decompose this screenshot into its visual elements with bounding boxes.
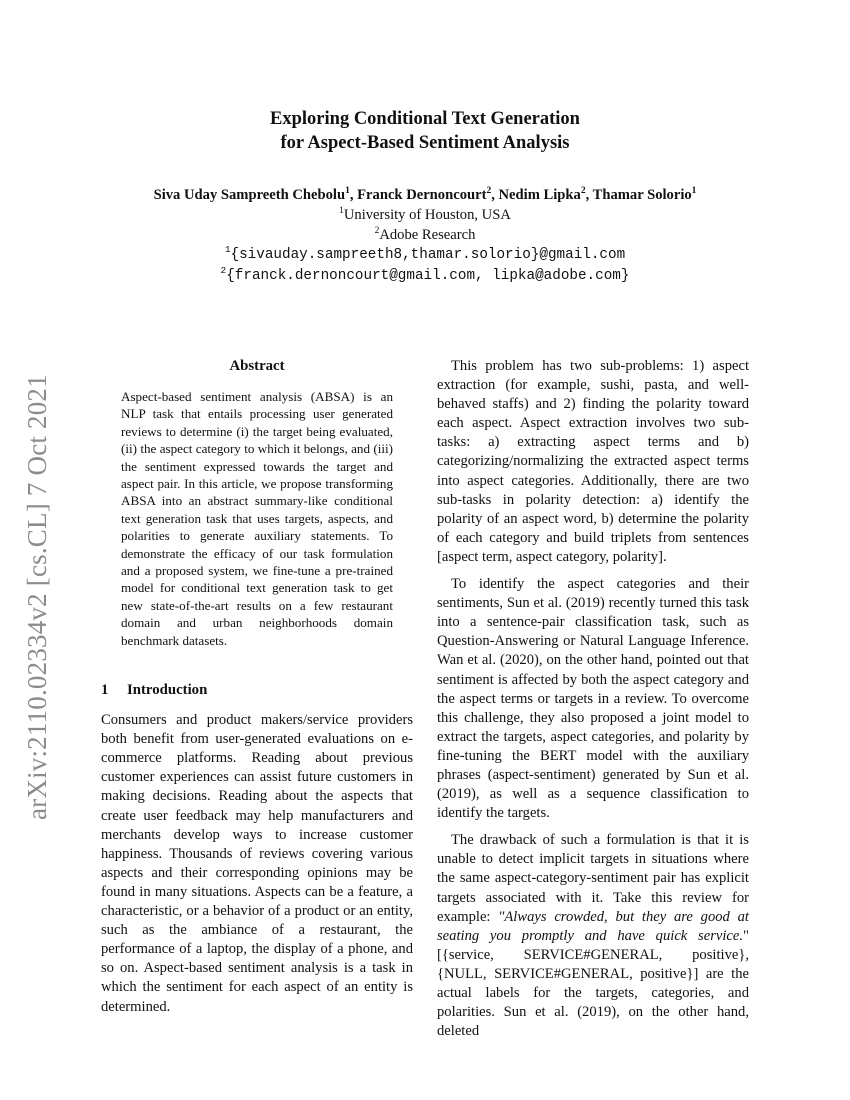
author-affiliation-mark: 2 bbox=[486, 186, 492, 196]
affiliation bbox=[100, 225, 750, 245]
section-heading-introduction bbox=[101, 680, 413, 700]
section-title: Introduction bbox=[127, 682, 208, 699]
paragraph-text: The drawback of such a formulation is that it is unable to detect implicit targets in situations where the same aspect-category-sentiment pair has explicit targets associated with it. Take this review for example: bbox=[437, 832, 749, 925]
title-line-1: Exploring Conditional Text Generation bbox=[270, 109, 580, 129]
title-block bbox=[100, 107, 750, 287]
abstract-heading: Abstract bbox=[229, 358, 285, 374]
intro-paragraph: Consumers and product makers/service providers both benefit from user-generated evaluations on e-commerce platforms. Reading about previous customer experiences can assist future customers in making decisions. Reading about the aspects that create user feedback may help manufacturers and merchants develop ways to increase customer happiness. Thousands of reviews covering various aspects and their corresponding opinions may be found in many situations. Aspects can be a feature, a characteristic, or a behavior of a product or an entity, such as the ambiance of a restaurant, the performance of a laptop, the display of a phone, and so on. Aspect-based sentiment analysis is a task in which the sentiment for each aspect of an entity is determined. bbox=[101, 712, 413, 1015]
body-paragraph: This problem has two sub-problems: 1) aspect extraction (for example, sushi, pasta, and well-behaved staffs) and 2) finding the polarity toward each aspect. Aspect extraction involves two sub-tasks: a) extracting aspect terms and b) categorizing/normalizing the extracted aspect terms into aspect categories. Additionally, there are two sub-tasks in polarity detection: a) identify the polarity of an aspect word, b) determine the polarity of each category and build triplets from sentences [aspect term, aspect category, polarity]. bbox=[437, 358, 749, 565]
paragraph-text: " [{service, SERVICE#GENERAL, positive}, {NULL, SERVICE#GENERAL, positive}] are the actual labels for the targets, categories, and polarities. Sun et al. (2019), on the other hand, deleted bbox=[437, 927, 749, 1040]
section-number: 1 bbox=[101, 682, 109, 699]
arxiv-identifier-stamp: arXiv:2110.02334v2 [cs.CL] 7 Oct 2021 bbox=[22, 374, 52, 820]
email-text: {franck.dernoncourt@gmail.com, lipka@adobe.com} bbox=[226, 268, 630, 284]
author-name: Thamar Solorio bbox=[592, 187, 692, 203]
affiliation-mark: 2 bbox=[374, 226, 380, 236]
example-review-quote: "Always crowded, but they are good at seating you promptly and have quick service. bbox=[437, 908, 749, 944]
author-affiliation-mark: 2 bbox=[580, 186, 586, 196]
author-name: Nedim Lipka bbox=[498, 187, 581, 203]
author-separator: , bbox=[585, 187, 593, 203]
body-paragraph bbox=[437, 831, 749, 1041]
email-line bbox=[100, 245, 750, 266]
affiliation-mark: 1 bbox=[339, 206, 344, 216]
email-text: {sivauday.sampreeth8,thamar.solorio}@gmail.com bbox=[230, 247, 626, 263]
right-column bbox=[437, 357, 749, 1041]
author-separator: , bbox=[491, 187, 499, 203]
author-affiliation-mark: 1 bbox=[691, 186, 697, 196]
author-name: Siva Uday Sampreeth Chebolu bbox=[153, 187, 346, 203]
author-separator: , bbox=[349, 187, 358, 203]
affiliation bbox=[100, 205, 750, 225]
title-line-2: for Aspect-Based Sentiment Analysis bbox=[280, 133, 570, 153]
author-name: Franck Dernoncourt bbox=[357, 187, 487, 203]
affiliation-text: University of Houston, USA bbox=[343, 207, 511, 223]
body-paragraph: To identify the aspect categories and their sentiments, Sun et al. (2019) recently turned this task into a sentence-pair classification task, such as Question-Answering or Natural Language Inference. Wan et al. (2020), on the other hand, pointed out that sentiment is affected by both the aspect category and the aspect terms or targets in a review. To overcome this challenge, they also proposed a joint model to extract the targets, aspect categories, and polarity by fine-tuning the BERT model with the auxiliary phrases (aspect-sentiment) generated by Sun et al. (2019), as well as a sequence classification to identify the targets. bbox=[437, 576, 749, 822]
author-list bbox=[100, 185, 750, 205]
email-line bbox=[100, 266, 750, 287]
email-mark: 1 bbox=[224, 244, 231, 255]
email-mark: 2 bbox=[220, 265, 227, 276]
affiliation-text: Adobe Research bbox=[379, 227, 476, 243]
paper-title bbox=[100, 107, 750, 155]
abstract-text: Aspect-based sentiment analysis (ABSA) is an NLP task that entails processing user generated reviews to determine (i) the target being evaluated, (ii) the aspect category to which it belongs, and (iii) the sentiment expressed towards the target and aspect pair. In this article, we propose transforming ABSA into an abstract summary-like conditional text generation task that uses targets, aspects, and polarities to generate auxiliary statements. To demonstrate the efficacy of our task formulation and a proposed system, we fine-tune a pre-trained model for conditional text generation task to get new state-of-the-art results on a few restaurant domain and urban neighborhoods domain benchmark datasets. bbox=[121, 389, 393, 648]
author-affiliation-mark: 1 bbox=[345, 186, 350, 196]
left-column bbox=[101, 356, 413, 1017]
